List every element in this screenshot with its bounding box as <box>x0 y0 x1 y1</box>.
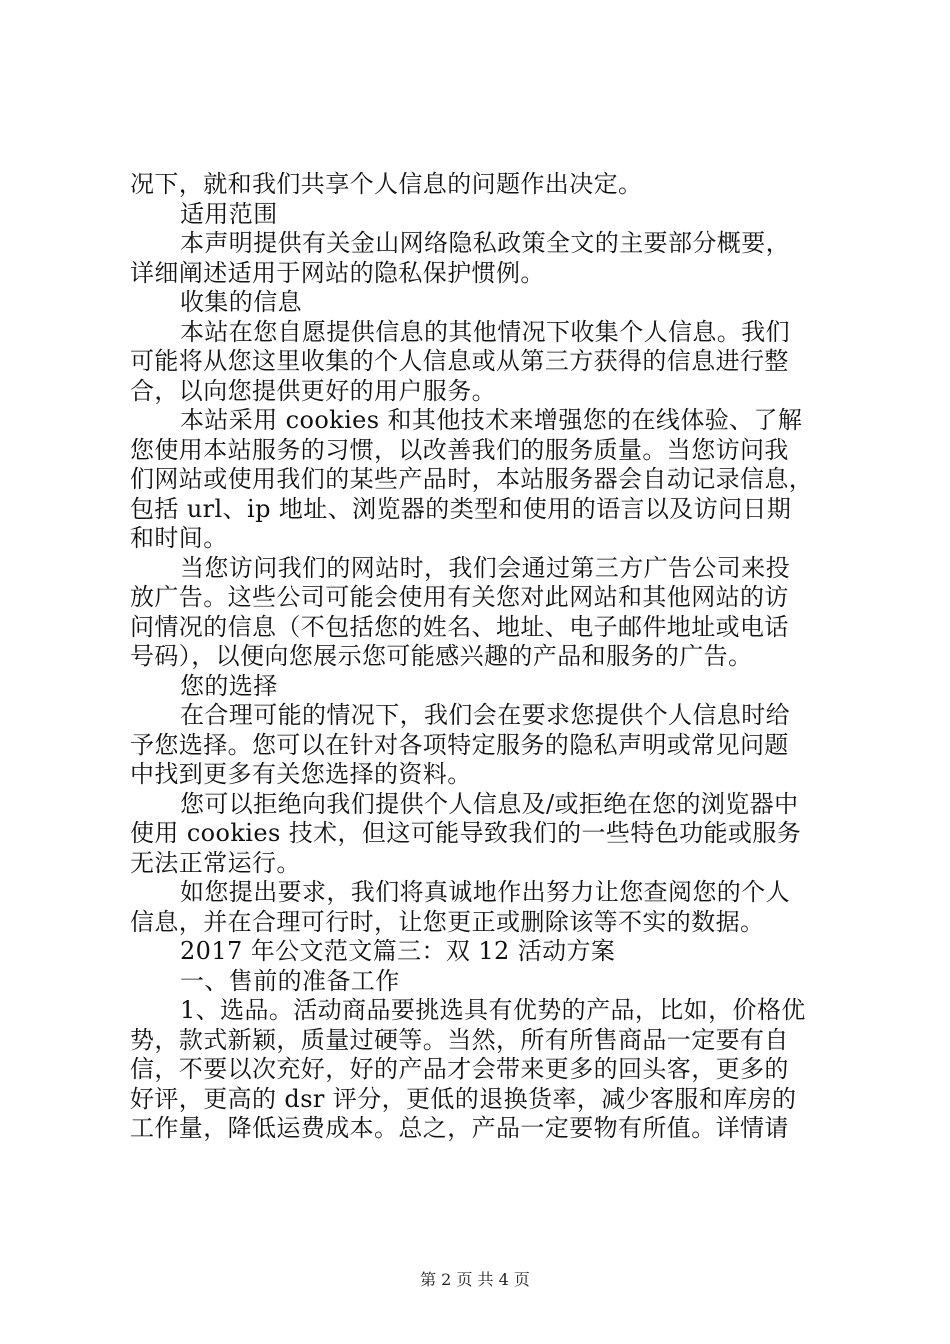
text-line: 们网站或使用我们的某些产品时，本站服务器会自动记录信息， <box>130 465 814 493</box>
text-line: 可能将从您这里收集的个人信息或从第三方获得的信息进行整 <box>130 347 789 375</box>
text-line: 工作量，降低运费成本。总之，产品一定要物有所值。详情请 <box>130 1114 789 1142</box>
text-line: 中找到更多有关您选择的资料。 <box>130 760 472 788</box>
text-line: 详细阐述适用于网站的隐私保护惯例。 <box>130 258 545 287</box>
text-line: 无法正常运行。 <box>130 848 301 877</box>
text-line: 包括 url、ip 地址、浏览器的类型和使用的语言以及访问日期 <box>130 494 792 523</box>
text-line: 适用范围 <box>180 199 278 228</box>
text-line: 您可以拒绝向我们提供个人信息及/或拒绝在您的浏览器中 <box>180 789 799 818</box>
text-line: 收集的信息 <box>180 288 302 316</box>
text-line: 况下，就和我们共享个人信息的问题作出决定。 <box>130 170 643 198</box>
text-line: 本站采用 cookies 和其他技术来增强您的在线体验、了解 <box>180 406 803 434</box>
text-line: 1、选品。活动商品要挑选具有优势的产品，比如，价格优 <box>180 996 806 1024</box>
text-line: 势，款式新颖，质量过硬等。当然，所有所售商品一定要有自 <box>130 1025 789 1054</box>
text-line: 予您选择。您可以在针对各项特定服务的隐私声明或常见问题 <box>130 730 789 759</box>
text-line: 一、售前的准备工作 <box>180 966 400 995</box>
text-line: 如您提出要求，我们将真诚地作出努力让您查阅您的个人 <box>180 878 790 906</box>
text-line: 在合理可能的情况下，我们会在要求您提供个人信息时给 <box>180 701 790 729</box>
text-line: 合，以向您提供更好的用户服务。 <box>130 376 496 405</box>
text-line: 本站在您自愿提供信息的其他情况下收集个人信息。我们 <box>180 317 790 346</box>
text-line: 问情况的信息（不包括您的姓名、地址、电子邮件地址或电话 <box>130 612 789 641</box>
text-line: 信息，并在合理可行时，让您更正或删除该等不实的数据。 <box>130 907 765 936</box>
text-line: 号码），以便向您展示您可能感兴趣的产品和服务的广告。 <box>130 642 753 670</box>
text-line: 您使用本站服务的习惯，以改善我们的服务质量。当您访问我 <box>130 435 789 464</box>
text-line: 当您访问我们的网站时，我们会通过第三方广告公司来投 <box>180 553 790 582</box>
text-line: 放广告。这些公司可能会使用有关您对此网站和其他网站的访 <box>130 583 789 611</box>
text-line: 使用 cookies 技术，但这可能导致我们的一些特色功能或服务 <box>130 819 802 847</box>
text-line: 和时间。 <box>130 524 228 552</box>
text-line: 2017 年公文范文篇三：双 12 活动方案 <box>180 937 616 965</box>
text-line: 本声明提供有关金山网络隐私政策全文的主要部分概要， <box>180 229 790 257</box>
text-line: 您的选择 <box>180 671 278 700</box>
text-line: 好评，更高的 dsr 评分，更低的退换货率，减少客服和库房的 <box>130 1084 797 1113</box>
text-line: 信，不要以次充好，好的产品才会带来更多的回头客，更多的 <box>130 1055 789 1083</box>
document-body <box>130 170 830 1144</box>
page-footer: 第 2 页 共 4 页 <box>420 1270 530 1289</box>
